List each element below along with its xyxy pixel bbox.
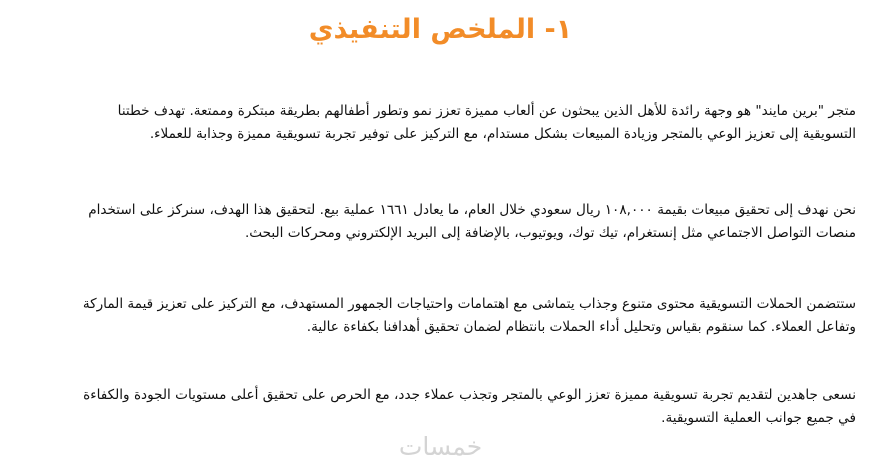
paragraph-closing: نسعى جاهدين لتقديم تجربة تسويقية مميزة تعزز الوعي بالمتجر وتجذب عملاء جدد، مع الحرص على تحقيق أعلى مستويات الجودة والكفاءة في جميع جوانب العملية التسويقية. (83, 387, 856, 426)
paragraph-campaigns: ستتضمن الحملات التسويقية محتوى متنوع وجذاب يتماشى مع اهتمامات واحتياجات الجمهور المستهدف، مع التركيز على تعزيز قيمة الماركة وتفاعل العملاء. كما سنقوم بقياس وتحليل أداء الحملات بانتظام لضمان تحقيق أهدافنا بكفاءة عالية. (82, 296, 856, 335)
paragraph-sales-goal: نحن نهدف إلى تحقيق مبيعات بقيمة ١٠٨,٠٠٠ ريال سعودي خلال العام، ما يعادل ١٦٦١ عملية بيع. لتحقيق هذا الهدف، سنركز على استخدام منصات التواصل الاجتماعي مثل إنستغرام، تيك توك، ويوتيوب، بالإضافة إلى البريد الإلكتروني ومحركات البحث. (88, 202, 856, 241)
paragraph-intro: متجر "برين مايند" هو وجهة رائدة للأهل الذين يبحثون عن ألعاب مميزة تعزز نمو وتطور أطفالهم بطريقة مبتكرة وممتعة. تهدف خطتنا التسويقية إلى تعزيز الوعي بالمتجر وزيادة المبيعات بشكل مستدام، مع التركيز على توفير تجربة تسويقية مميزة وجذابة للعملاء. (117, 103, 856, 142)
watermark-logo: خمسات (398, 432, 483, 461)
section-title: ١- الملخص التنفيذي (308, 14, 573, 45)
